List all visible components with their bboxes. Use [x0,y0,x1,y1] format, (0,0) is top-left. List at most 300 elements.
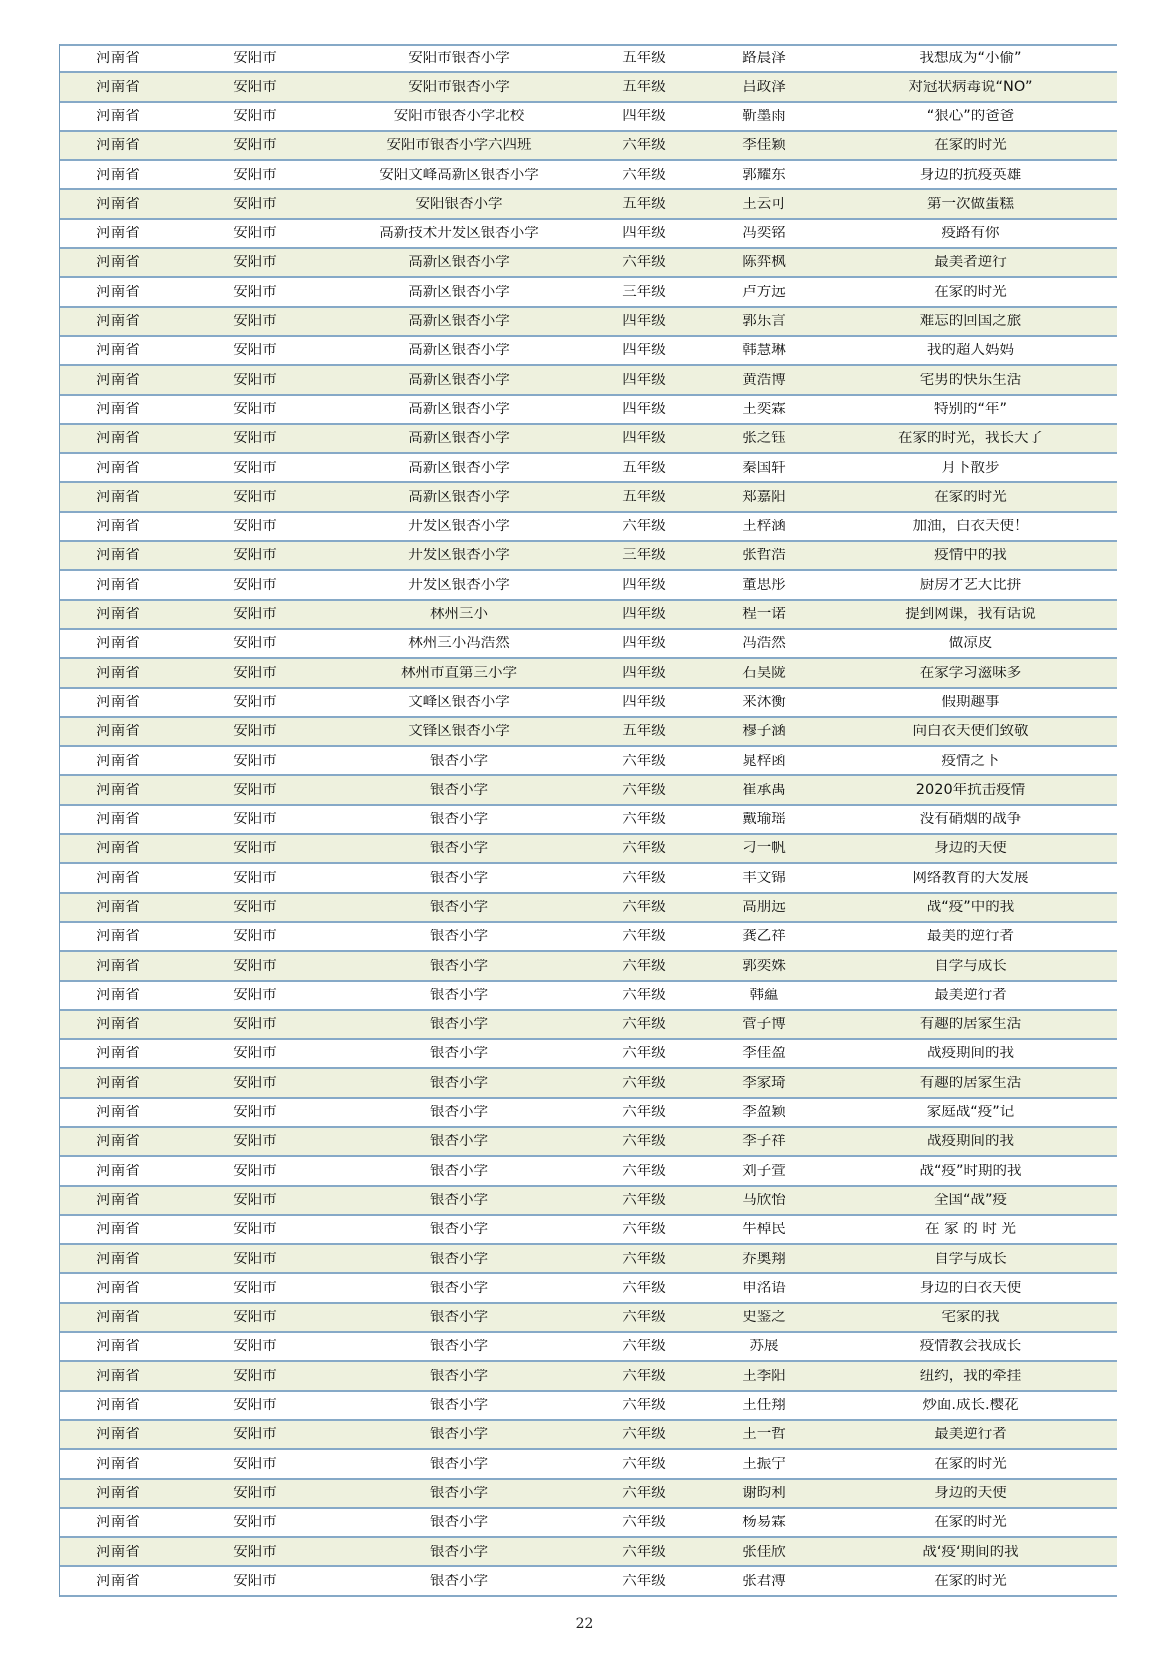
school-cell: 银杏小学 [430,1485,488,1501]
city-cell: 安阳市 [233,196,277,212]
province-cell: 河南省 [96,1163,140,1179]
table-row [60,483,1117,512]
city-cell: 安阳市 [233,1075,277,1091]
school-cell: 银杏小学 [430,1163,488,1179]
student-name-cell: 乔奥翔 [742,1251,786,1267]
city-cell: 安阳市 [233,1222,277,1237]
table-row [60,1274,1117,1303]
school-cell: 银杏小学 [430,929,488,944]
province-cell: 河南省 [96,636,140,651]
table-row [60,747,1117,776]
essay-title-cell: 身边的天使 [934,841,1007,856]
essay-title-cell: 特别的“年” [933,401,1008,417]
essay-title-cell: 疫情之下 [941,753,1000,769]
grade-cell: 三年级 [622,284,666,300]
student-name-cell: 谢昀利 [742,1485,786,1501]
grade-cell: 六年级 [622,167,666,183]
school-cell: 文锋区银杏小学 [408,724,510,739]
grade-cell: 六年级 [622,1017,666,1032]
province-cell: 河南省 [96,1017,140,1032]
student-name-cell: 郭耀东 [742,167,786,183]
school-cell: 银杏小学 [430,753,488,769]
table-row [60,366,1117,395]
table-row [60,1450,1117,1479]
table-row [60,1040,1117,1069]
essay-title-cell: 第一次做蛋糕 [927,196,1014,212]
city-cell: 安阳市 [233,1515,277,1530]
essay-title-cell: 战“疫”中的我 [926,900,1015,915]
table-row [60,308,1117,337]
school-cell: 银杏小学 [430,900,488,915]
school-cell: 银杏小学 [430,1251,488,1267]
school-cell: 银杏小学 [430,1515,488,1530]
student-name-cell: 史鉴之 [742,1310,786,1325]
grade-cell: 六年级 [622,138,666,153]
province-cell: 河南省 [96,1573,140,1589]
essay-title-cell: 在家学习滋味多 [919,665,1022,681]
essay-title-cell: 在家的时光 [934,284,1007,300]
school-cell: 安阳市银杏小学北校 [393,108,525,124]
student-name-cell: 菅子博 [742,1017,786,1032]
student-name-cell: 高朋远 [742,900,786,915]
student-name-cell: 冯浩然 [742,636,786,651]
province-cell: 河南省 [96,314,140,329]
city-cell: 安阳市 [233,401,277,417]
table-row [60,513,1117,542]
grade-cell: 六年级 [622,1310,666,1325]
school-cell: 银杏小学 [430,1398,488,1413]
student-name-cell: 穆子涵 [742,724,786,739]
grade-cell: 四年级 [622,577,666,593]
essay-title-cell: 在家的时光 [934,1573,1007,1589]
grade-cell: 六年级 [622,1485,666,1501]
student-name-cell: 张之钰 [742,431,786,446]
province-cell: 河南省 [96,1398,140,1413]
student-name-cell: 戴瑜瑶 [742,812,786,827]
province-cell: 河南省 [96,1339,140,1354]
essay-title-cell: 在家的时光 [934,489,1007,505]
grade-cell: 五年级 [622,79,666,95]
student-name-cell: 刁一帆 [742,841,786,856]
essay-title-cell: 在家的时光 [934,1456,1007,1472]
province-cell: 河南省 [96,79,140,95]
essay-title-cell: 难忘的回国之旅 [919,314,1022,329]
grade-cell: 四年级 [622,636,666,651]
school-cell: 林州三小冯浩然 [408,636,510,651]
school-cell: 银杏小学 [430,841,488,856]
table-row [60,1392,1117,1421]
city-cell: 安阳市 [233,1163,277,1179]
province-cell: 河南省 [96,372,140,388]
table-row [60,396,1117,425]
student-name-cell: 靳墨雨 [742,108,786,124]
grade-cell: 六年级 [622,1251,666,1267]
school-cell: 高新区银杏小学 [408,284,510,300]
school-cell: 银杏小学 [430,1368,488,1384]
student-name-cell: 李盈颖 [742,1105,786,1120]
grade-cell: 六年级 [622,1544,666,1560]
essay-title-cell: 在家的时光，我长大了 [898,431,1043,446]
city-cell: 安阳市 [233,782,277,798]
school-cell: 银杏小学 [430,958,488,974]
table-row [60,454,1117,483]
school-cell: 银杏小学 [430,1544,488,1560]
school-cell: 高新区银杏小学 [408,314,510,329]
student-name-cell: 王云可 [742,196,786,212]
student-name-cell: 李佳颖 [742,138,786,153]
province-cell: 河南省 [96,226,140,241]
student-name-cell: 王一哲 [742,1427,786,1442]
grade-cell: 四年级 [622,665,666,681]
school-cell: 高新区银杏小学 [408,431,510,446]
essay-title-cell: 2020年抗击疫情 [915,782,1026,798]
school-cell: 开发区银杏小学 [408,548,510,563]
grade-cell: 六年级 [622,519,666,534]
table-row [60,132,1117,161]
student-name-cell: 陈弈枫 [742,255,786,270]
essay-title-cell: 身边的白衣天使 [919,1280,1022,1296]
student-name-cell: 卢方远 [742,284,786,300]
table-row [60,1157,1117,1186]
province-cell: 河南省 [96,1456,140,1472]
province-cell: 河南省 [96,607,140,622]
province-cell: 河南省 [96,870,140,886]
province-cell: 河南省 [96,401,140,417]
essay-title-cell: 加油，白衣天使！ [912,519,1029,534]
table-row [60,659,1117,688]
school-cell: 高新区银杏小学 [408,372,510,388]
grade-cell: 六年级 [622,1427,666,1442]
city-cell: 安阳市 [233,1046,277,1061]
province-cell: 河南省 [96,753,140,769]
table-row [60,1333,1117,1362]
student-name-cell: 王振宁 [742,1456,786,1472]
grade-cell: 五年级 [622,724,666,739]
essay-title-cell: 有趣的居家生活 [919,1017,1022,1032]
province-cell: 河南省 [96,1485,140,1501]
essay-title-cell: 宅男的快乐生活 [919,372,1022,388]
school-cell: 安阳市银杏小学六四班 [386,138,532,153]
table-row [60,982,1117,1011]
grade-cell: 六年级 [622,870,666,886]
school-cell: 银杏小学 [430,1075,488,1091]
school-cell: 高新技术开发区银杏小学 [379,226,539,241]
grade-cell: 六年级 [622,1134,666,1149]
province-cell: 河南省 [96,167,140,183]
essay-title-cell: 炒面.成长.樱花 [922,1398,1019,1413]
student-name-cell: 路晨泽 [742,51,786,66]
city-cell: 安阳市 [233,1310,277,1325]
essay-title-cell: 做凉皮 [948,636,993,651]
province-cell: 河南省 [96,900,140,915]
school-cell: 安阳文峰高新区银杏小学 [379,167,539,183]
grade-cell: 六年级 [622,1280,666,1296]
grade-cell: 六年级 [622,987,666,1003]
city-cell: 安阳市 [233,724,277,739]
province-cell: 河南省 [96,1222,140,1237]
student-name-cell: 马欣怡 [742,1192,786,1208]
student-name-cell: 郭乐言 [742,314,786,329]
city-cell: 安阳市 [233,636,277,651]
grade-cell: 六年级 [622,1046,666,1061]
essay-title-cell: 最美者逆行 [934,255,1007,270]
table-row [60,1538,1117,1567]
city-cell: 安阳市 [233,1485,277,1501]
school-cell: 安阳市银杏小学 [408,79,510,95]
essay-title-cell: 战疫期间的我 [927,1134,1014,1149]
province-cell: 河南省 [96,694,140,710]
school-cell: 银杏小学 [430,987,488,1003]
essay-title-cell: 疫情中的我 [934,548,1007,563]
grade-cell: 六年级 [622,782,666,798]
city-cell: 安阳市 [233,460,277,476]
grade-cell: 六年级 [622,255,666,270]
city-cell: 安阳市 [233,138,277,153]
student-name-cell: 冯奕铭 [742,226,786,241]
student-name-cell: 石昊陇 [742,665,786,681]
essay-title-cell: 自学与成长 [934,1251,1007,1267]
essay-title-cell: 在 家 的 时 光 [925,1222,1016,1237]
essay-title-cell: 我想成为“小偷” [919,51,1022,66]
province-cell: 河南省 [96,108,140,124]
grade-cell: 六年级 [622,958,666,974]
grade-cell: 六年级 [622,1339,666,1354]
province-cell: 河南省 [96,255,140,270]
student-name-cell: 王任翔 [742,1398,786,1413]
page-number: 22 [575,1616,594,1632]
school-cell: 银杏小学 [430,1017,488,1032]
grade-cell: 四年级 [622,108,666,124]
grade-cell: 五年级 [622,51,666,66]
table-row [60,952,1117,981]
grade-cell: 六年级 [622,1163,666,1179]
grade-cell: 六年级 [622,929,666,944]
city-cell: 安阳市 [233,577,277,593]
school-cell: 高新区银杏小学 [408,255,510,270]
table-row [60,1069,1117,1098]
table-row [60,601,1117,630]
city-cell: 安阳市 [233,812,277,827]
grade-cell: 五年级 [622,489,666,505]
student-name-cell: 苏展 [749,1339,779,1354]
student-name-cell: 牛棹民 [742,1222,786,1237]
city-cell: 安阳市 [233,489,277,505]
table-row [60,1011,1117,1040]
province-cell: 河南省 [96,987,140,1003]
essay-title-cell: 我的超人妈妈 [927,343,1014,358]
student-name-cell: 黄浩博 [742,372,786,388]
city-cell: 安阳市 [233,900,277,915]
student-name-cell: 申洺语 [742,1280,786,1296]
school-cell: 银杏小学 [430,1192,488,1208]
grade-cell: 六年级 [622,1075,666,1091]
province-cell: 河南省 [96,724,140,739]
student-name-cell: 董思彤 [742,577,786,593]
student-name-cell: 晁梓函 [742,753,786,769]
school-cell: 安阳市银杏小学 [408,51,510,66]
table-row [60,1304,1117,1333]
province-cell: 河南省 [96,1544,140,1560]
table-row [60,1480,1117,1509]
province-cell: 河南省 [96,519,140,534]
province-cell: 河南省 [96,577,140,593]
student-name-cell: 杨易霖 [742,1515,786,1530]
city-cell: 安阳市 [233,1544,277,1560]
essay-title-cell: 纽约，我的牵挂 [919,1368,1022,1384]
essay-title-cell: 疫情教会我成长 [919,1339,1022,1354]
school-cell: 银杏小学 [430,1134,488,1149]
city-cell: 安阳市 [233,958,277,974]
table-row [60,1187,1117,1216]
city-cell: 安阳市 [233,1573,277,1589]
province-cell: 河南省 [96,1251,140,1267]
table-row [60,1421,1117,1450]
city-cell: 安阳市 [233,1105,277,1120]
province-cell: 河南省 [96,1105,140,1120]
province-cell: 河南省 [96,929,140,944]
school-cell: 银杏小学 [430,870,488,886]
table-row [60,190,1117,219]
city-cell: 安阳市 [233,548,277,563]
student-name-cell: 程一诺 [742,607,786,622]
school-cell: 银杏小学 [430,1310,488,1325]
student-name-cell: 韩藴 [749,987,779,1003]
table-row [60,864,1117,893]
essay-title-cell: “狠心”的爸爸 [926,108,1015,124]
grade-cell: 六年级 [622,1222,666,1237]
essay-title-cell: 月下散步 [941,460,1000,476]
city-cell: 安阳市 [233,607,277,622]
city-cell: 安阳市 [233,1427,277,1442]
province-cell: 河南省 [96,489,140,505]
school-cell: 银杏小学 [430,782,488,798]
grade-cell: 六年级 [622,841,666,856]
province-cell: 河南省 [96,1280,140,1296]
city-cell: 安阳市 [233,1017,277,1032]
student-name-cell: 张佳欣 [742,1544,786,1560]
student-name-cell: 来沐衡 [742,694,786,710]
grade-cell: 四年级 [622,694,666,710]
school-cell: 高新区银杏小学 [408,401,510,417]
city-cell: 安阳市 [233,1134,277,1149]
city-cell: 安阳市 [233,255,277,270]
essay-title-cell: 没有硝烟的战争 [919,812,1022,827]
city-cell: 安阳市 [233,1368,277,1384]
school-cell: 高新区银杏小学 [408,460,510,476]
table-row [60,1362,1117,1391]
table-row [60,220,1117,249]
province-cell: 河南省 [96,958,140,974]
essay-title-cell: 自学与成长 [934,958,1007,974]
grade-cell: 四年级 [622,343,666,358]
student-name-cell: 张君溥 [742,1573,786,1589]
table-row [60,161,1117,190]
city-cell: 安阳市 [233,226,277,241]
city-cell: 安阳市 [233,1280,277,1296]
city-cell: 安阳市 [233,870,277,886]
city-cell: 安阳市 [233,108,277,124]
student-name-cell: 李子祥 [742,1134,786,1149]
grade-cell: 五年级 [622,460,666,476]
province-cell: 河南省 [96,138,140,153]
city-cell: 安阳市 [233,519,277,534]
essay-title-cell: 战“疫”时期的我 [919,1163,1022,1179]
table-row [60,1128,1117,1157]
awards-table [59,44,1117,1597]
table-row [60,1216,1117,1245]
city-cell: 安阳市 [233,167,277,183]
school-cell: 开发区银杏小学 [408,519,510,534]
city-cell: 安阳市 [233,841,277,856]
grade-cell: 六年级 [622,1192,666,1208]
table-row [60,806,1117,835]
school-cell: 开发区银杏小学 [408,577,510,593]
grade-cell: 六年级 [622,812,666,827]
grade-cell: 六年级 [622,1456,666,1472]
province-cell: 河南省 [96,812,140,827]
table-row [60,1099,1117,1128]
grade-cell: 四年级 [622,431,666,446]
student-name-cell: 刘子萱 [742,1163,786,1179]
student-name-cell: 秦国轩 [742,460,786,476]
essay-title-cell: 身边的抗疫英雄 [919,167,1022,183]
province-cell: 河南省 [96,1368,140,1384]
student-name-cell: 郑嘉阳 [742,489,786,505]
city-cell: 安阳市 [233,372,277,388]
essay-title-cell: 最美逆行者 [934,987,1007,1003]
student-name-cell: 丰文锦 [742,870,786,886]
essay-title-cell: 对冠状病毒说“NO” [908,79,1033,95]
table-row [60,1567,1117,1596]
grade-cell: 四年级 [622,314,666,329]
province-cell: 河南省 [96,548,140,563]
table-row [60,689,1117,718]
province-cell: 河南省 [96,343,140,358]
student-name-cell: 王奕霖 [742,401,786,417]
essay-title-cell: 假期趣事 [941,694,1000,710]
school-cell: 高新区银杏小学 [408,489,510,505]
province-cell: 河南省 [96,1192,140,1208]
province-cell: 河南省 [96,431,140,446]
grade-cell: 四年级 [622,401,666,417]
city-cell: 安阳市 [233,1456,277,1472]
student-name-cell: 李佳盈 [742,1046,786,1061]
table-row [60,718,1117,747]
essay-title-cell: 在家的时光 [934,138,1007,153]
province-cell: 河南省 [96,196,140,212]
school-cell: 银杏小学 [430,1427,488,1442]
school-cell: 银杏小学 [430,1339,488,1354]
grade-cell: 四年级 [622,226,666,241]
grade-cell: 六年级 [622,1105,666,1120]
school-cell: 银杏小学 [430,1105,488,1120]
table-row [60,278,1117,307]
table-row [60,1245,1117,1274]
city-cell: 安阳市 [233,1192,277,1208]
city-cell: 安阳市 [233,284,277,300]
grade-cell: 四年级 [622,372,666,388]
province-cell: 河南省 [96,1427,140,1442]
essay-title-cell: 厨房才艺大比拼 [919,577,1022,593]
essay-title-cell: 家庭战“疫”记 [926,1105,1015,1120]
table-row [60,923,1117,952]
school-cell: 林州市直第三小学 [401,665,517,681]
province-cell: 河南省 [96,841,140,856]
student-name-cell: 李家琦 [742,1075,786,1091]
table-row [60,103,1117,132]
city-cell: 安阳市 [233,1251,277,1267]
grade-cell: 六年级 [622,1398,666,1413]
